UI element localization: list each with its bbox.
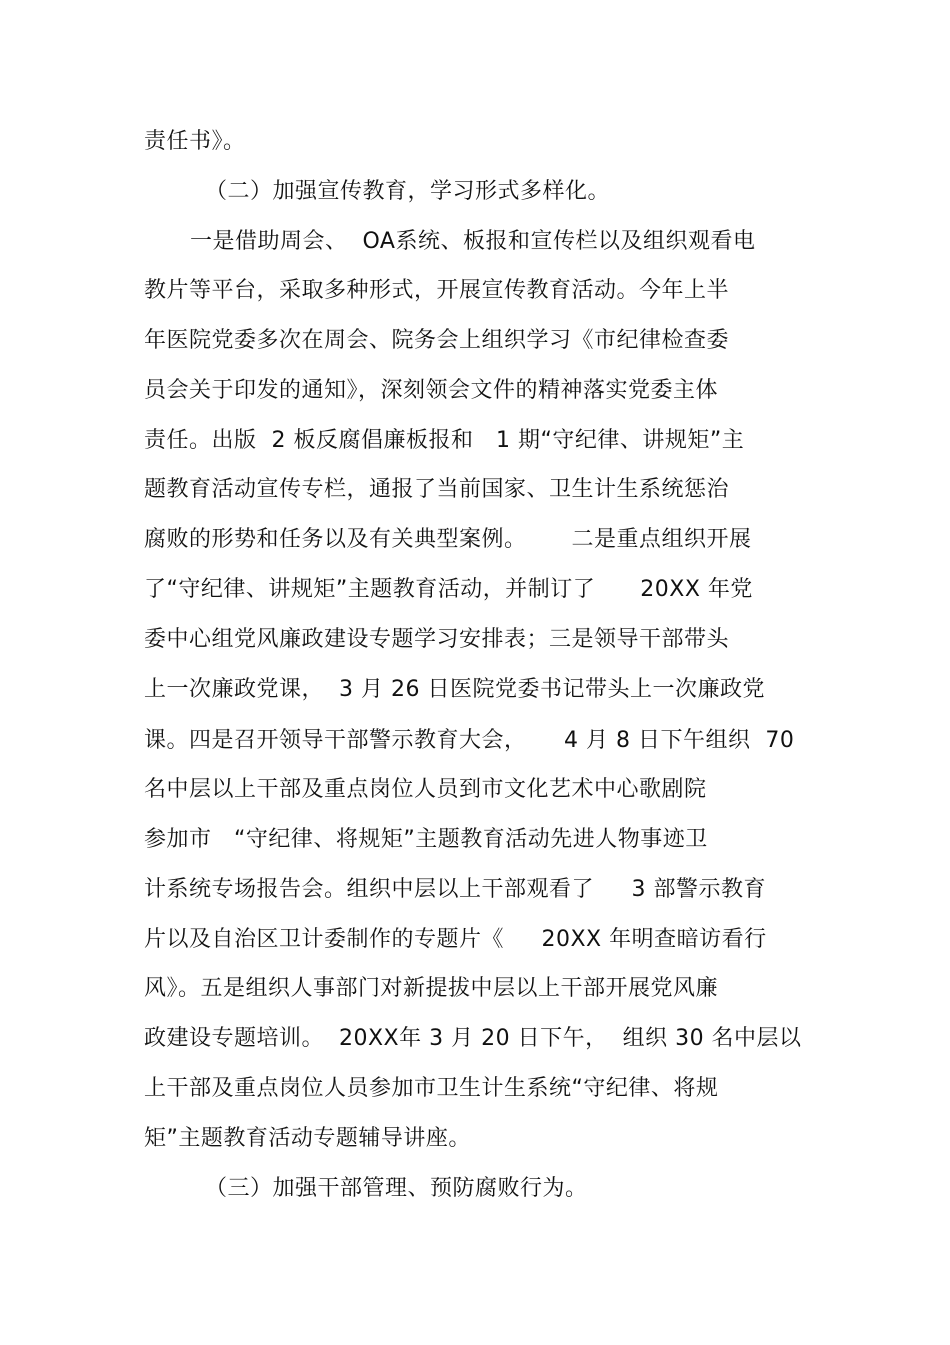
text-line: 矩”主题教育活动专题辅导讲座。 — [144, 1126, 471, 1151]
text-line: 腐败的形势和任务以及有关典型案例。 二是重点组织开展 — [144, 527, 752, 552]
text-line: 责任。出版 2 板反腐倡廉板报和 1 期“守纪律、讲规矩”主 — [144, 428, 745, 453]
text-line: 名中层以上干部及重点岗位人员到市文化艺术中心歌剧院 — [144, 777, 707, 802]
text-line: 参加市 “守纪律、将规矩”主题教育活动先进人物事迹卫 — [144, 827, 708, 852]
text-line: 片以及自治区卫计委制作的专题片《 20XX 年明查暗访看行 — [144, 927, 767, 952]
text-line: 了“守纪律、讲规矩”主题教育活动，并制订了 20XX 年党 — [144, 577, 753, 602]
text-line: 一是借助周会、 OA系统、板报和宣传栏以及组织观看电 — [190, 229, 756, 254]
text-line: 委中心组党风廉政建设专题学习安排表；三是领导干部带头 — [144, 627, 730, 652]
text-line: 风》。五是组织人事部门对新提拔中层以上干部开展党风廉 — [144, 976, 719, 1001]
text-line: 年医院党委多次在周会、院务会上组织学习《市纪律检查委 — [144, 328, 730, 353]
section-heading: （二）加强宣传教育，学习形式多样化。 — [205, 179, 611, 204]
text-line: 上一次廉政党课， 3 月 26 日医院党委书记带头上一次廉政党 — [144, 677, 765, 702]
text-line: 课。四是召开领导干部警示教育大会， 4 月 8 日下午组织 70 — [144, 728, 795, 753]
text-line: 计系统专场报告会。组织中层以上干部观看了 3 部警示教育 — [144, 877, 766, 902]
section-heading: （三）加强干部管理、预防腐败行为。 — [205, 1176, 588, 1201]
text-line: 政建设专题培训。 20XX年 3 月 20 日下午， 组织 30 名中层以 — [144, 1026, 802, 1051]
text-line: 员会关于印发的通知》，深刻领会文件的精神落实党委主体 — [144, 378, 719, 403]
text-line: 责任书》。 — [144, 129, 246, 154]
text-line: 题教育活动宣传专栏，通报了当前国家、卫生计生系统惩治 — [144, 477, 730, 502]
text-line: 教片等平台，采取多种形式，开展宣传教育活动。今年上半 — [144, 278, 730, 303]
text-line: 上干部及重点岗位人员参加市卫生计生系统“守纪律、将规 — [144, 1076, 719, 1101]
